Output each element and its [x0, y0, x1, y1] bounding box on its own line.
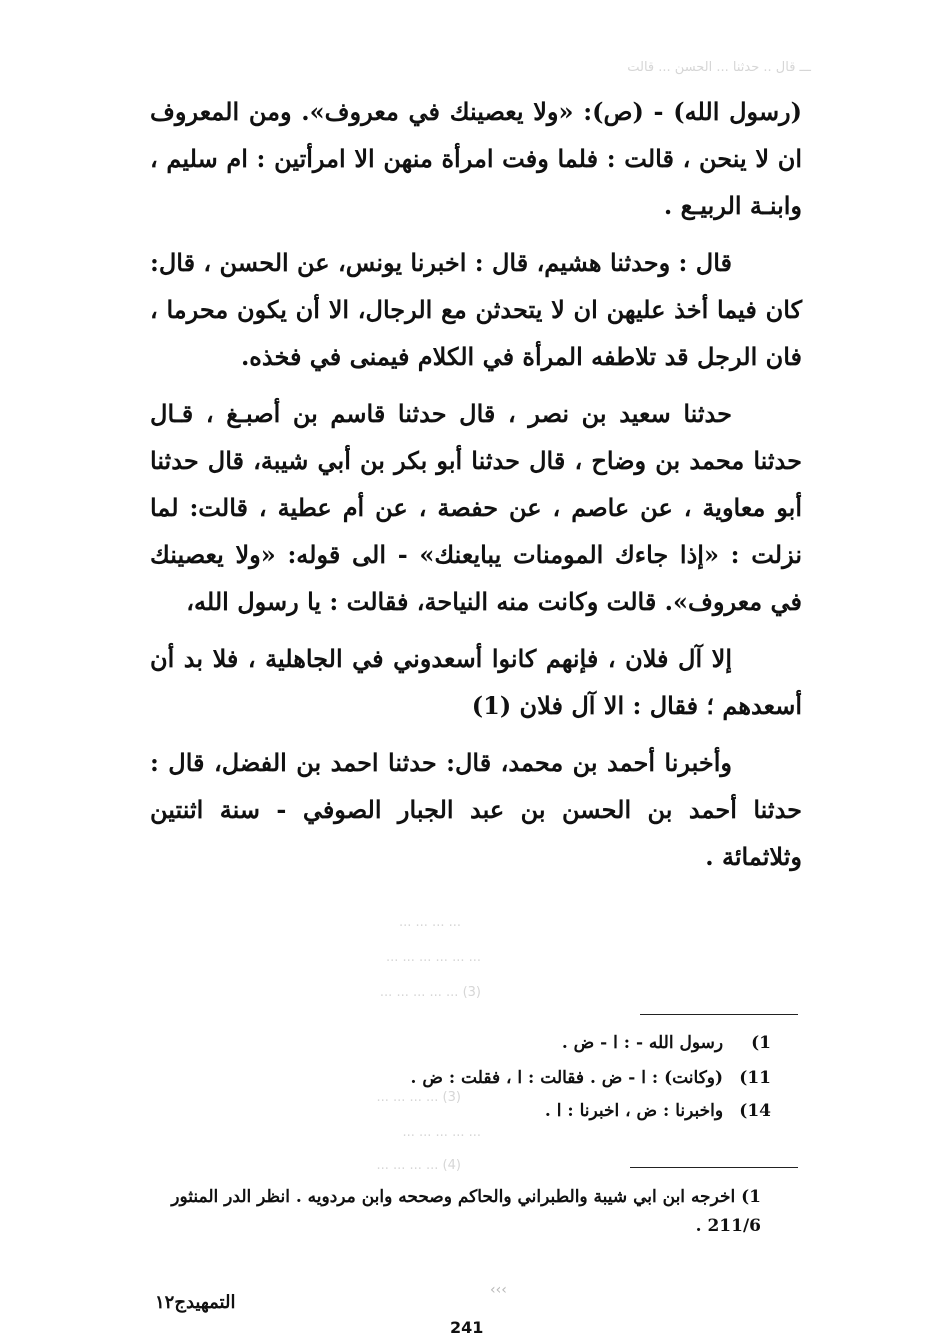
footnote-number: 1)	[741, 1187, 761, 1207]
apparatus-divider	[640, 1014, 798, 1015]
apparatus-text: واخبرنا : ض ، اخبرنا : ا .	[544, 1101, 724, 1121]
printer-signature: التمهيدج١٢	[155, 1292, 236, 1313]
apparatus-text: رسول الله - : ا - ض .	[561, 1033, 724, 1053]
bleed-through-line: (4) ... ... ... ...	[376, 1158, 461, 1173]
footnote-divider	[630, 1167, 798, 1168]
bleed-through-line: ... ... ... ... ...	[402, 1125, 481, 1140]
bleed-through-line: ... ... ... ...	[399, 915, 461, 930]
paragraph-2: قال : وحدثنا هشيم، قال : اخبرنا يونس، عن الحسن ، قال: كان فيما أخذ عليهن ان لا يتحدثن مع الرجال، الا أن يكون محرما ، فان الرجل قد تلاطفه المرأة في الكلام فيمنى في فخذه.	[149, 248, 803, 371]
footnote	[150, 1183, 761, 1241]
apparatus-note	[545, 1101, 771, 1121]
footnote-text: اخرجه ابن ابي شيبة والطبراني والحاكم وصححه وابن مردويه . انظر الدر المنثور 211/6 .	[171, 1187, 761, 1236]
apparatus-note	[411, 1068, 771, 1088]
bleed-through-line: (3) ... ... ... ...	[376, 1090, 461, 1105]
apparatus-number: 14)	[739, 1101, 771, 1121]
bleed-through-page-number: ‹‹‹	[490, 1282, 507, 1298]
apparatus-number: 11)	[739, 1068, 771, 1088]
bleed-through-line: (3) ... ... ... ... ...	[379, 985, 481, 1000]
apparatus-number: 1)	[751, 1033, 771, 1053]
apparatus-text: (وكانت) : ا - ض . فقالت : ا ، فقلت : ض .	[410, 1068, 724, 1088]
paragraph-4: إلا آل فلان ، فإنهم كانوا أسعدوني في الجاهلية ، فلا بد أن أسعدهم ؛ فقال : الا آل فلان (1)	[150, 644, 802, 720]
bleed-through-header: ـــ قال .. حدثنا ... الحسن ... قالت	[627, 60, 811, 75]
main-text	[150, 88, 802, 890]
paragraph-1: (رسول الله) - (ص): «ولا يعصينك في معروف». ومن المعروف ان لا ينحن ، قالت : فلما وفت امرأة منهن الا امرأتين : ام سليم ، وابنـة الربيـع .	[150, 97, 802, 220]
paragraph-3: حدثنا سعيد بن نصر ، قال حدثنا قاسم بن أصبـغ ، قـال حدثنا محمد بن وضاح ، قال حدثنا أبو بكر بن أبي شيبة، قال حدثنا أبو معاوية ، عن عاصم ، عن حفصة ، عن أم عطية ، قالت: لما نزلت : «إذا جاءك المومنات يبايعنك» - الى قوله: «ولا يعصينك في معروف». قالت وكانت منه النياحة، فقالت : يا رسول الله،	[150, 399, 802, 616]
paragraph-5: وأخبرنا أحمد بن محمد، قال: حدثنا احمد بن الفضل، قال : حدثنا أحمد بن الحسن بن عبد الجبار الصوفي - سنة اثنتين وثلاثمائة .	[150, 748, 802, 871]
bleed-through-line: ... ... ... ... ... ...	[385, 950, 481, 965]
page-number: 241	[450, 1318, 484, 1337]
apparatus-note	[562, 1033, 771, 1053]
